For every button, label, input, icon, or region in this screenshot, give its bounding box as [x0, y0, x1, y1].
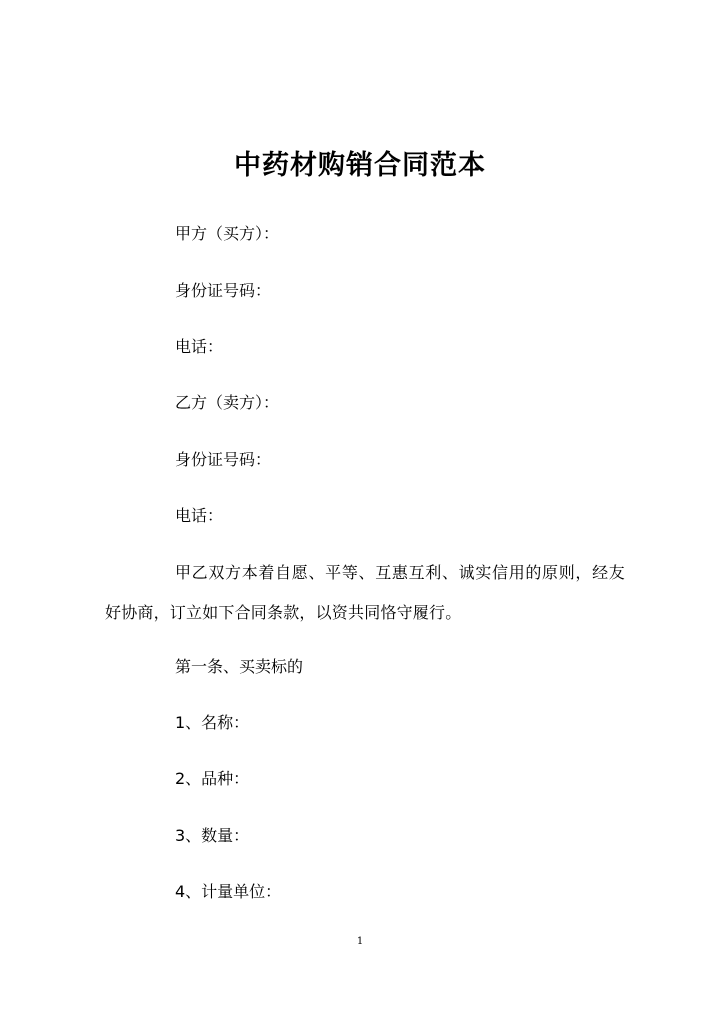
- item-name: 1、名称：: [175, 713, 250, 732]
- seller-phone-field: 电话：: [175, 506, 224, 525]
- article-heading: 第一条、买卖标的: [175, 657, 304, 676]
- seller-id-field: 身份证号码：: [175, 450, 272, 469]
- item-variety: 2、品种：: [175, 769, 250, 788]
- seller-field: 乙方（卖方）：: [175, 393, 280, 412]
- page-number: 1: [356, 936, 364, 947]
- item-unit: 4、计量单位：: [175, 882, 282, 901]
- buyer-phone-field: 电话：: [175, 337, 224, 356]
- document-title: 中药材购销合同范本: [234, 150, 486, 181]
- buyer-field: 甲方（买方）：: [175, 224, 280, 243]
- intro-paragraph: 甲乙双方本着自愿、平等、互惠互利、诚实信用的原则，经友好协商，订立如下合同条款，以资共同恪守履行。: [105, 563, 625, 622]
- item-quantity: 3、数量：: [175, 826, 250, 845]
- buyer-id-field: 身份证号码：: [175, 281, 272, 300]
